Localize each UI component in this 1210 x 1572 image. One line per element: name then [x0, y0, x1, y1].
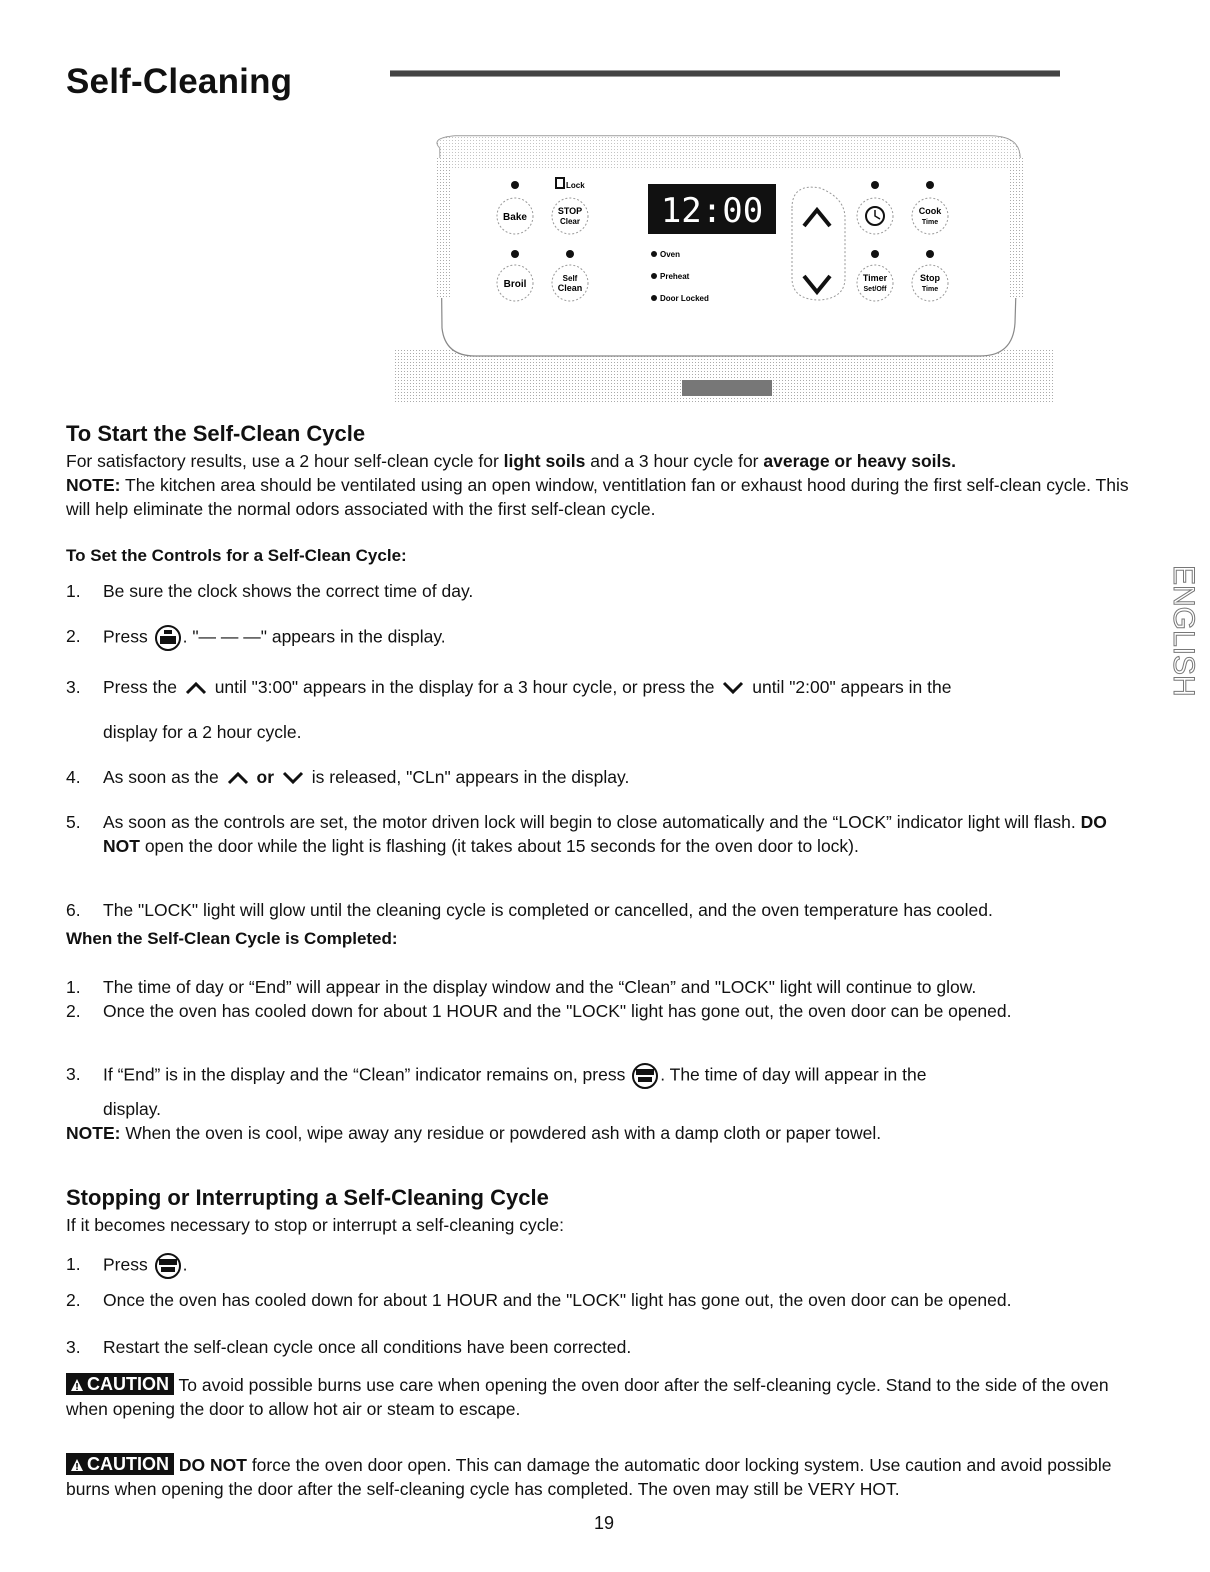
note-label: NOTE: [66, 475, 121, 495]
language-side-tab [1160, 560, 1204, 710]
cook-label: Cook [918, 206, 942, 216]
intro-text-a: For satisfactory results, use a 2 hour self-clean cycle for [66, 451, 504, 471]
stop-clear-button-icon [630, 1062, 660, 1090]
down-arrow-icon [719, 679, 747, 697]
timer-setoff-label: Set/Off [863, 286, 887, 293]
intro-bold-heavy-soils: average or heavy soils. [763, 451, 957, 471]
bake-label: Bake [503, 212, 527, 223]
intro-bold-light-soils: light soils [503, 451, 586, 471]
step-number: 6. [66, 900, 81, 920]
indicator-oven: Oven [660, 250, 681, 259]
arrow-pad [792, 187, 845, 300]
step-text: Be sure the clock shows the correct time of day. [103, 581, 474, 601]
stopping-press: Press [103, 1254, 148, 1275]
step-text: Restart the self-clean cycle once all conditions have been corrected. [103, 1337, 632, 1357]
timer-label: Timer [862, 273, 888, 283]
note-text: The kitchen area should be ventilated using an open window, ventitlation fan or exhaust hood during the first self-clean cycle. This will help eliminate the normal odors associated with the first self-clean cycle. [66, 475, 1129, 519]
completed-step3-a: If “End” is in the display and the “Clean” indicator remains on, press [103, 1064, 626, 1085]
lock-label: Lock [566, 181, 585, 190]
step3-middle: until "3:00" appears in the display for a 3 hour cycle, or press the [214, 677, 715, 697]
step-text: Press . [103, 1252, 1153, 1280]
step-number: 3. [66, 1337, 81, 1357]
brand-badge [682, 380, 772, 396]
start-heading: To Start the Self-Clean Cycle [66, 421, 366, 446]
broil-label: Broil [503, 279, 527, 290]
note-label: NOTE: [66, 1123, 121, 1143]
stop-label: STOP [557, 206, 583, 216]
cook-time-label: Time [921, 219, 939, 226]
step-text: Once the oven has cooled down for about 1 HOUR and the "LOCK" light has gone out, the oven door can be opened. [103, 1290, 1012, 1310]
caution-label: CAUTION [87, 1454, 169, 1474]
note-text: When the oven is cool, wipe away any residue or powdered ash with a damp cloth or paper towel. [120, 1123, 882, 1143]
completed-heading: When the Self-Clean Cycle is Completed: [66, 929, 398, 948]
step-number: 1. [66, 977, 81, 997]
step-text: Once the oven has cooled down for about 1 HOUR and the "LOCK" light has gone out, the oven door can be opened. [103, 1001, 1012, 1021]
caution-1 [66, 1373, 1151, 1421]
step5-c: open the door while the light is flashing (it takes about 15 seconds for the oven door to lock). [144, 836, 859, 856]
caution-1-text: To avoid possible burns use care when opening the oven door after the self-cleaning cycle. Stand to the side of the oven when opening the door to allow hot air or steam to escape. [66, 1375, 1109, 1419]
step-text [103, 765, 1153, 789]
panel-outline [437, 136, 1020, 356]
intro-text-c: and a 3 hour cycle for [585, 451, 764, 471]
indicator-preheat: Preheat [660, 272, 690, 281]
step4-or: or [256, 767, 275, 787]
completed-step3-b: . The time of day will appear in the [660, 1064, 927, 1085]
set-controls-heading: To Set the Controls for a Self-Clean Cycle: [66, 546, 407, 565]
step-number: 2. [66, 1001, 81, 1021]
caution-2-do-not: DO NOT [178, 1455, 247, 1475]
step-text [103, 624, 1153, 652]
step5-a: As soon as the controls are set, the motor driven lock will begin to close automatically and the “LOCK” indicator light will flash. [103, 812, 1076, 832]
up-arrow-icon [182, 679, 210, 697]
step-number: 2. [66, 626, 81, 646]
step-number: 4. [66, 767, 81, 787]
caution-label: CAUTION [87, 1374, 169, 1394]
step3-end: until "2:00" appears in the [752, 677, 952, 697]
step-text [103, 1062, 1153, 1090]
step-text [103, 675, 1153, 699]
step-number: 1. [66, 1254, 81, 1274]
page-title: Self-Cleaning [66, 62, 293, 101]
step-text: The "LOCK" light will glow until the cleaning cycle is completed or cancelled, and the oven temperature has cooled. [103, 900, 993, 920]
step4-b: is released, "CLn" appears in the display. [311, 767, 630, 787]
step2-rest: . "— — —" appears in the display. [182, 626, 446, 647]
step-number: 2. [66, 1290, 81, 1310]
step2-press: Press [103, 626, 148, 647]
step-number: 3. [66, 1064, 81, 1084]
control-panel-illustration [380, 128, 1060, 408]
warning-icon [70, 1458, 84, 1472]
step-text [103, 810, 1123, 858]
title-rule [390, 70, 1060, 77]
page-number: 19 [594, 1513, 615, 1533]
indicator-door-locked: Door Locked [660, 294, 709, 303]
caution-2 [66, 1453, 1151, 1501]
step3-continued: display for a 2 hour cycle. [103, 722, 302, 742]
self-clean-button-icon [153, 624, 183, 652]
down-arrow-icon [279, 769, 307, 787]
stopping-intro: If it becomes necessary to stop or interrupt a self-cleaning cycle: [66, 1215, 565, 1235]
step5-do-not: DO NOT [103, 812, 1107, 856]
clean-label: Clean [557, 283, 583, 293]
caution-badge [66, 1373, 174, 1395]
step-text: The time of day or “End” will appear in the display window and the “Clean” and "LOCK" light will continue to glow. [103, 977, 977, 997]
side-tab-label: ENGLISH [1167, 565, 1200, 697]
clear-label: Clear [559, 217, 581, 226]
completed-note [66, 1121, 1146, 1145]
display-time: 12:00 [660, 191, 764, 231]
caution-badge [66, 1453, 174, 1475]
step-number: 1. [66, 581, 81, 601]
step3-press-the: Press the [103, 677, 177, 697]
completed-step3-continued: display. [103, 1099, 162, 1119]
stop-time-time-label: Time [921, 286, 939, 293]
stopping-heading: Stopping or Interrupting a Self-Cleaning Cycle [66, 1185, 549, 1210]
up-arrow-icon [224, 769, 252, 787]
self-label: Self [562, 274, 578, 283]
stop-clear-button-icon [153, 1252, 183, 1280]
step-number: 5. [66, 812, 81, 832]
caution-2-text: force the oven door open. This can damage the automatic door locking system. Use caution and avoid possible burns when opening the door after the self-cleaning cycle has completed. The oven may still be VERY HOT. [66, 1455, 1112, 1499]
step4-a: As soon as the [103, 767, 219, 787]
step-number: 3. [66, 677, 81, 697]
warning-icon [70, 1378, 84, 1392]
stop-time-stop-label: Stop [920, 273, 940, 283]
start-intro [66, 449, 1146, 521]
